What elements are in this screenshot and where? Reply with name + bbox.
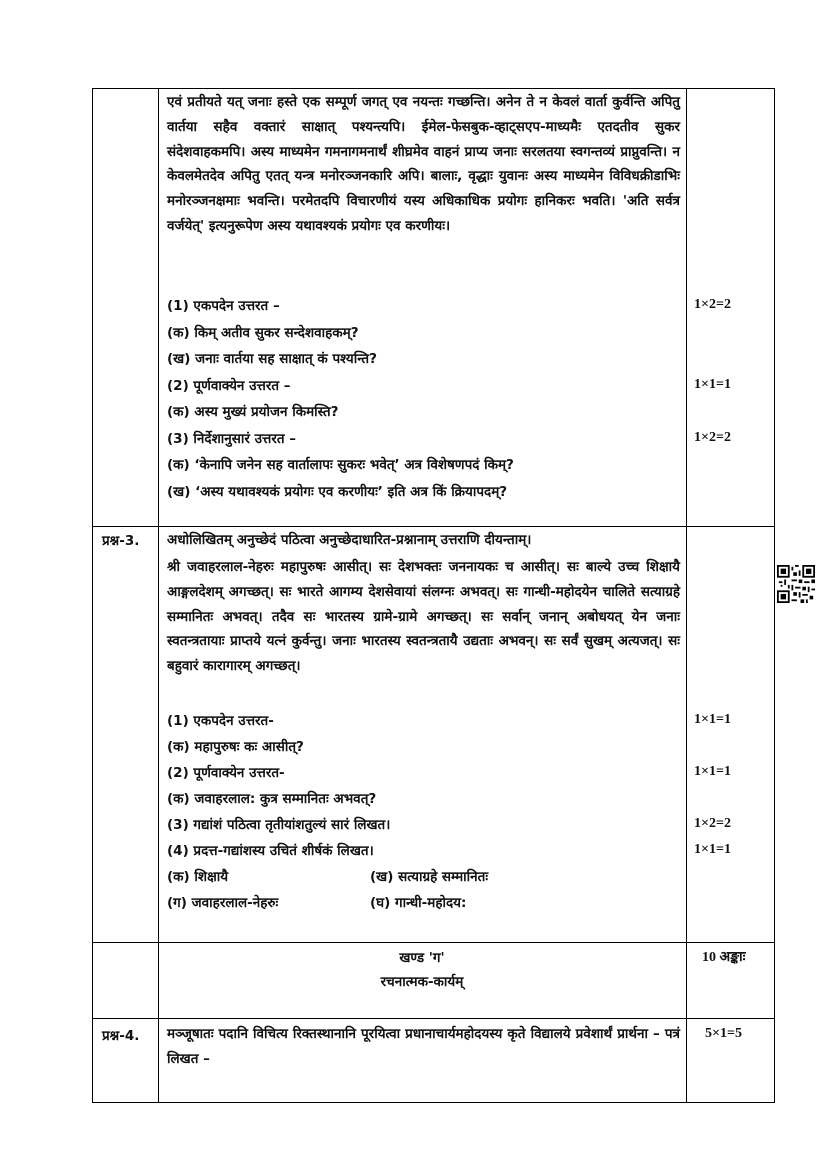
table-border-right (774, 88, 775, 1103)
table-border-left (92, 88, 93, 1103)
qr-code-icon (777, 565, 815, 603)
q3-question-line: (2) पूर्णवाक्येन उत्तरत- (167, 765, 285, 781)
table-row-divider-3 (92, 1018, 775, 1019)
q3-question-line: (4) प्रदत्त-गद्यांशस्य उचितं शीर्षकं लिखत। (167, 843, 374, 859)
q2-question-line: (क) ‘केनापि जनेन सह वार्तालापः सुकरः भवेत्’ अत्र विशेषणपदं किम्? (167, 457, 514, 473)
q3-option-ka: (क) शिक्षायै (167, 869, 229, 885)
q2-question-marks: 1×2=2 (694, 429, 731, 445)
q3-question-line: (1) एकपदेन उत्तरत- (167, 713, 274, 729)
q2-question-line: (क) अस्य मुख्यं प्रयोजन किमस्ति? (167, 404, 339, 420)
q2-question-line: (ख) ‘अस्य यथावश्यकं प्रयोगः एव करणीयः’ इति अत्र किं क्रियापदम्? (167, 483, 508, 500)
section-c-title: खण्ड 'ग' (399, 950, 445, 966)
table-row-divider-1 (92, 526, 775, 527)
q4-text: मञ्जूषातः पदानि विचित्य रिक्तस्थानानि पूरयित्वा प्रधानाचार्यमहोदयस्य कृते विद्यालये प्रवेशार्थं प्रार्थना – पत्रं लिखत – (167, 1026, 680, 1067)
section-c-marks: 10 अङ्काः (702, 950, 746, 965)
q3-question-marks: 1×1=1 (694, 712, 731, 727)
q3-question-marks: 1×1=1 (694, 764, 731, 779)
q2-question-line: (ख) जनाः वार्तया सह साक्षात् कं पश्यन्ति? (167, 351, 377, 367)
q3-question-line: (क) जवाहरलाल: कुत्र सम्मानितः अभवत्? (167, 791, 377, 807)
q3-option-gha: (घ) गान्धी-महोदय: (370, 895, 467, 911)
q3-question-marks: 1×2=2 (694, 816, 731, 831)
table-row-divider-2 (92, 942, 775, 943)
q3-instruction: अधोलिखितम् अनुच्छेदं पठित्वा अनुच्छेदाधारित-प्रश्नानाम् उत्तराणि दीयन्ताम्। (167, 532, 532, 548)
table-border-top (92, 88, 775, 89)
table-col-divider-1 (158, 88, 159, 1103)
q2-passage: एवं प्रतीयते यत् जनाः हस्ते एक सम्पूर्ण जगत् एव नयन्तः गच्छन्ति। अनेन ते न केवलं वार्ता कुर्वन्ति अपितु वार्तया सहैव वक्तारं साक्षात् पश्यन्त्यपि। ईमेल-फेसबुक-व्हाट्सएप-माध्यमैः एतदतीव सुकर संदेशवाहकमपि। अस्य माध्यमेन गमनागमनार्थं शीघ्रमेव वाहनं प्राप्य जनाः सरलतया स्वगन्तव्यं प्राप्नुवन्ति। न केवलमेतदेव अपितु एतत् यन्त्र मनोरञ्जनकारि अपि। बालाः, वृद्धाः युवानः अस्य माध्यमेन विविधक्रीडाभिः मनोरञ्जनक्षमाः भवन्ति। परमेतदपि विचारणीयं यस्य अधिकाधिक प्रयोगः हानिकरः भवति। 'अति सर्वत्र वर्जयेत्' इत्यनुरूपेण अस्य यथावश्यकं प्रयोगः एव करणीयः। (167, 94, 680, 234)
q2-question-line: (3) निर्देशानुसारं उत्तरत – (167, 430, 296, 447)
table-border-bottom (92, 1102, 775, 1103)
q2-question-marks: 1×1=1 (694, 376, 731, 392)
q4-label: प्रश्न-4. (102, 1028, 140, 1044)
section-c-subtitle: रचनात्मक-कार्यम् (380, 974, 464, 990)
q2-question-line: (1) एकपदेन उत्तरत – (167, 298, 280, 314)
q2-question-line: (क) किम् अतीव सुकर सन्देशवाहकम्? (167, 324, 359, 341)
q4-marks: 5×1=5 (705, 1026, 742, 1041)
q3-option-ga: (ग) जवाहरलाल-नेहरुः (167, 895, 279, 911)
q3-passage: श्री जवाहरलाल-नेहरुः महापुरुषः आसीत्। सः देशभक्तः जननायकः च आसीत्। सः बाल्ये उच्च शिक्षायै आङ्गलदेशम् अगच्छत्। सः भारते आगम्य देशसेवायां संलग्नः अभवत्। सः गान्धी-महोदयेन चालिते सत्याग्रहे सम्मानितः अभवत्। तदैव सः भारतस्य ग्रामे-ग्रामे अगच्छत्। सः सर्वान् जनान् अबोधयत् येन जनाः स्वतन्त्रतायाः प्राप्तये यत्नं कुर्वन्तु। जनाः भारतस्य स्वतन्त्रतायै उद्यताः अभवन्। सः सर्वं सुखम् अत्यजत्। सः बहुवारं कारागारम् अगच्छत्। (167, 559, 680, 675)
q2-question-marks: 1×2=2 (694, 297, 731, 312)
table-col-divider-2 (686, 88, 687, 1103)
q3-option-kha: (ख) सत्याग्रहे सम्मानितः (370, 869, 489, 885)
q3-question-line: (3) गद्यांशं पठित्वा तृतीयांशतुल्यं सारं लिखत। (167, 817, 391, 833)
q3-question-marks: 1×1=1 (694, 842, 731, 857)
q2-question-line: (2) पूर्णवाक्येन उत्तरत – (167, 377, 291, 394)
q3-label: प्रश्न-3. (102, 533, 140, 549)
q3-question-line: (क) महापुरुषः कः आसीत्? (167, 739, 304, 755)
